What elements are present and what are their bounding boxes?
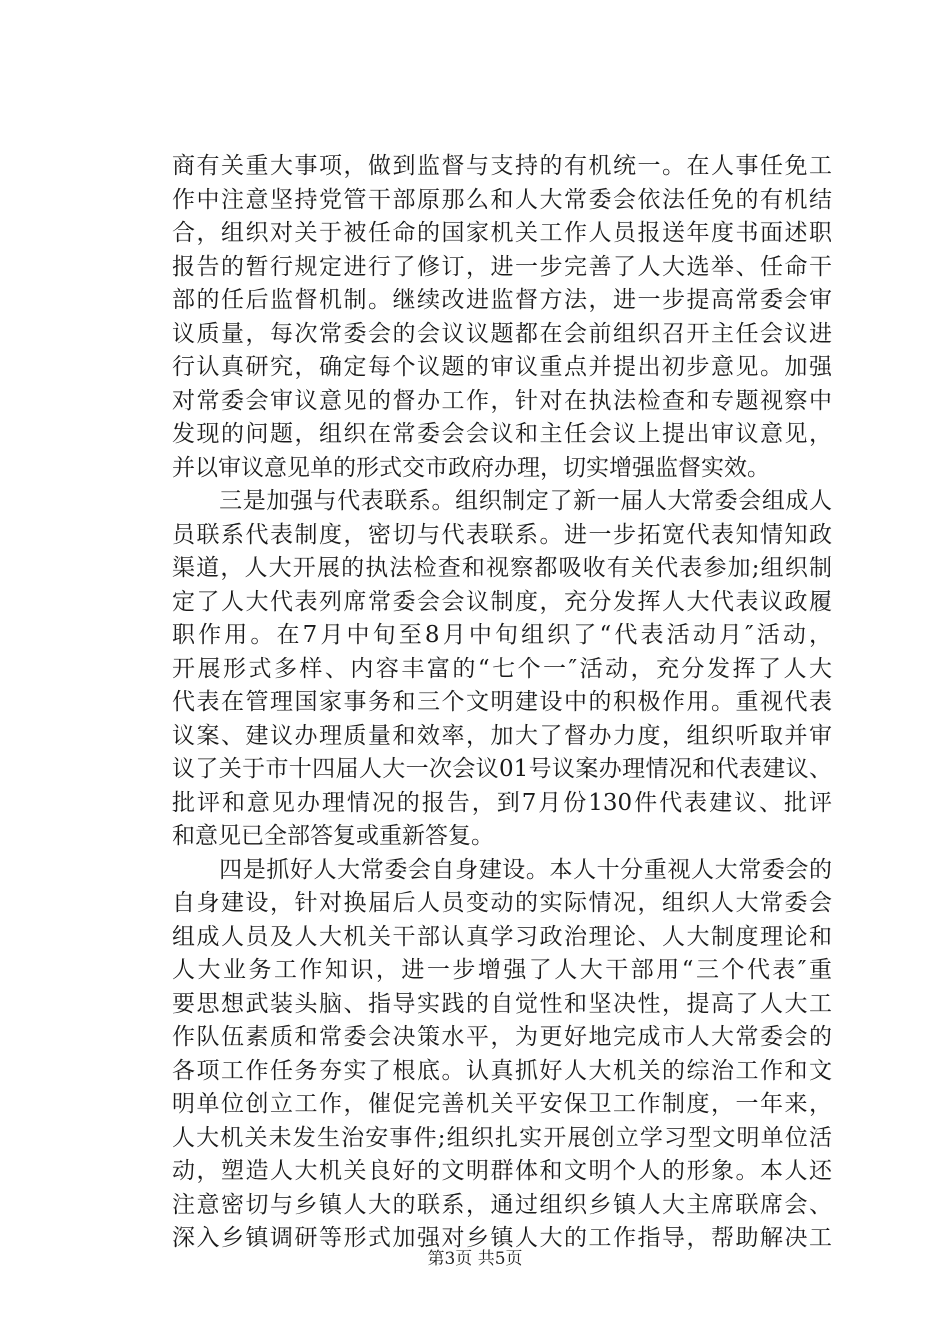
text-line: 代表在管理国家事务和三个文明建设中的积极作用。重视代表 [172, 689, 832, 715]
text-line: 要思想武装头脑、指导实践的自觉性和坚决性，提高了人大工 [172, 990, 832, 1017]
text-line: 议质量，每次常委会的会议议题都在会前组织召开主任会议进 [172, 320, 832, 347]
text-line: 部的任后监督机制。继续改进监督方法，进一步提高常委会审 [172, 287, 832, 313]
text-line: 人大机关未发生治安事件;组织扎实开展创立学习型文明单位活 [172, 1124, 832, 1151]
text-line: 对常委会审议意见的督办工作，针对在执法检查和专题视察中 [172, 387, 832, 414]
text-line: 议案、建议办理质量和效率，加大了督办力度，组织听取并审 [172, 722, 832, 749]
text-line: 作中注意坚持党管干部原那么和人大常委会依法任免的有机结 [172, 186, 832, 213]
text-line: 并以审议意见单的形式交市政府办理，切实增强监督实效。 [172, 454, 770, 481]
text-line: 人大业务工作知识，进一步增强了人大干部用“三个代表″重 [172, 957, 832, 983]
text-line: 明单位创立工作，催促完善机关平安保卫工作制度，一年来， [172, 1091, 832, 1117]
text-line: 定了人大代表列席常委会会议制度，充分发挥人大代表议政履 [172, 588, 832, 615]
document-body [172, 150, 832, 1256]
text-line: 作队伍素质和常委会决策水平，为更好地完成市人大常委会的 [172, 1024, 832, 1050]
text-line: 渠道，人大开展的执法检查和视察都吸收有关代表参加;组织制 [172, 555, 832, 581]
text-line: 商有关重大事项，做到监督与支持的有机统一。在人事任免工 [172, 153, 832, 179]
text-line: 议了关于市十四届人大一次会议01号议案办理情况和代表建议、 [172, 756, 832, 782]
text-line: 自身建设，针对换届后人员变动的实际情况，组织人大常委会 [172, 890, 832, 916]
paragraph-start-line: 三是加强与代表联系。组织制定了新一届人大常委会组成人 [172, 488, 832, 514]
text-line: 报告的暂行规定进行了修订，进一步完善了人大选举、任命干 [172, 253, 832, 280]
text-line: 深入乡镇调研等形式加强对乡镇人大的工作指导，帮助解决工 [172, 1225, 832, 1251]
text-line: 开展形式多样、内容丰富的“七个一″活动，充分发挥了人大 [172, 655, 832, 682]
text-line: 组成人员及人大机关干部认真学习政治理论、人大制度理论和 [172, 923, 832, 950]
page-number-footer: 第3页 共5页 [427, 1249, 523, 1269]
text-line: 职作用。在7月中旬至8月中旬组织了“代表活动月″活动， [172, 622, 832, 648]
text-line: 发现的问题，组织在常委会会议和主任会议上提出审议意见， [172, 421, 832, 447]
text-line: 动，塑造人大机关良好的文明群体和文明个人的形象。本人还 [172, 1158, 832, 1184]
text-line: 批评和意见办理情况的报告，到7月份130件代表建议、批评 [172, 789, 832, 816]
text-line: 注意密切与乡镇人大的联系，通过组织乡镇人大主席联席会、 [172, 1191, 832, 1218]
paragraph-start-line: 四是抓好人大常委会自身建设。本人十分重视人大常委会的 [172, 856, 832, 883]
text-line: 各项工作任务夯实了根底。认真抓好人大机关的综治工作和文 [172, 1057, 832, 1084]
text-line: 行认真研究，确定每个议题的审议重点并提出初步意见。加强 [172, 354, 832, 380]
text-line: 合，组织对关于被任命的国家机关工作人员报送年度书面述职 [172, 220, 832, 246]
text-line: 和意见已全部答复或重新答复。 [172, 823, 494, 849]
text-line: 员联系代表制度，密切与代表联系。进一步拓宽代表知情知政 [172, 521, 832, 548]
